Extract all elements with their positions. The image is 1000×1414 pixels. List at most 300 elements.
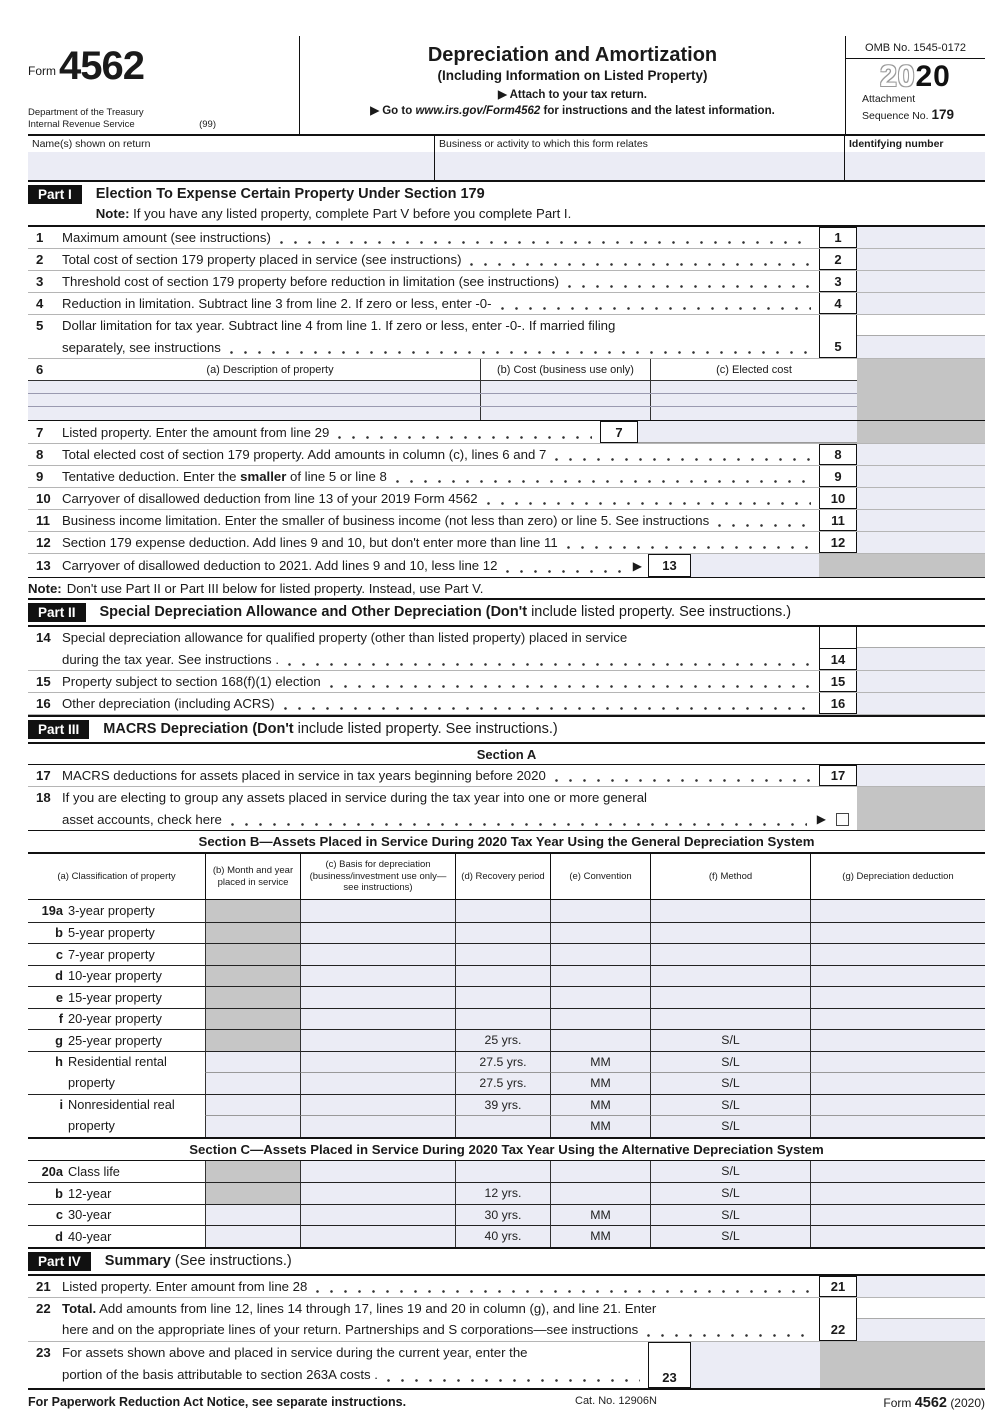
form-footer [28,1388,985,1411]
row-19e-recovery-field[interactable] [455,986,550,1008]
row-20d-label: 40-year [68,1228,112,1244]
row-19c-label: 7-year property [68,946,155,962]
line-13-row [28,554,985,577]
identifying-label: Identifying number [849,138,944,150]
line-6-col-b-header: (b) Cost (business use only) [480,359,650,380]
line-4-box: 4 [819,293,857,314]
line-10-row [28,488,985,510]
part2-title-bold: Special Depreciation Allowance and Other Depreciation (Don't [99,604,528,620]
line-6-description-field[interactable] [28,381,480,393]
row-19b-basis-field[interactable] [300,922,455,944]
line-22-field-filler [857,1298,985,1319]
row-20d-deduction-field[interactable] [810,1225,985,1247]
line-8-row [28,444,985,466]
line-5-right-column [819,315,985,358]
part2-badge: Part II [28,603,86,622]
row-19h2-label: property [68,1075,115,1091]
line-5-label-2: separately, see instructions [62,339,221,355]
line-22-label-2: here and on the appropriate lines of your return. Partnerships and S corporations—see instructions [62,1322,639,1338]
row-19i-convention-field: MM [550,1094,650,1116]
row-19i-number: i [59,1097,63,1113]
line-6-shaded-area [857,359,985,420]
form-number: 4562 [59,44,144,88]
gds-row-19i [28,1094,985,1116]
name-label: Name(s) shown on return [32,138,151,150]
line-7-row [28,421,985,444]
dotted-leader [315,1289,811,1294]
dotted-leader [230,822,807,827]
line-21-number: 21 [36,1278,51,1294]
department-block [28,107,228,131]
line-14-row [28,627,985,671]
line-2-amount-field[interactable] [857,249,985,270]
row-19d-basis-field[interactable] [300,965,455,987]
part1-note [96,205,571,222]
line-14-label-1: Special depreciation allowance for qualified property (other than listed property) placed in service [62,630,628,646]
line-14-amount-field[interactable] [857,648,985,670]
row-20b-method-field: S/L [650,1182,810,1204]
line-6-col-c-header: (c) Elected cost [650,359,857,380]
row-19i2-label: property [68,1118,115,1134]
col-header-month-year: (b) Month and year placed in service [205,854,300,899]
line-9-box: 9 [819,466,857,487]
form-subtitle: (Including Information on Listed Property) [437,68,708,83]
row-20c-month-field[interactable] [205,1204,300,1226]
gds-row-19f [28,1008,985,1030]
row-19f-month-field [205,1008,300,1030]
row-19i2-deduction-field[interactable] [810,1115,985,1137]
row-19b-label: 5-year property [68,925,155,941]
part2-title [100,603,792,622]
form-header [28,36,985,136]
line-16-row [28,693,985,715]
line-1-label: Maximum amount (see instructions) [62,230,271,245]
line-6-cost-field[interactable] [480,407,650,420]
name-input[interactable] [28,152,434,180]
line-17-box: 17 [819,765,857,786]
part4-title-bold: Summary [104,1252,171,1269]
line-6-cost-field[interactable] [480,381,650,393]
line-14-field-filler [857,627,985,648]
row-19h2-month-field[interactable] [205,1072,300,1094]
row-19h2-recovery-field: 27.5 yrs. [455,1072,550,1094]
part3-title-bold: MACRS Depreciation (Don't [103,721,294,737]
gds-row-19d [28,965,985,987]
row-20a-label: Class life [68,1163,120,1179]
row-19h-month-field[interactable] [205,1051,300,1073]
col-header-convention: (e) Convention [550,854,650,899]
line-21-label: Listed property. Enter amount from line 28 [62,1278,308,1294]
form-sheet [28,36,985,1411]
irs-99: (99) [199,119,216,131]
gds-row-19a [28,900,985,922]
line-23-label-2: portion of the basis attributable to section 263A costs . [62,1367,378,1382]
part4-title [105,1252,292,1271]
form-number-block [28,44,299,88]
line-18-label-2: asset accounts, check here [62,811,222,827]
line-15-number: 15 [36,674,51,689]
gds-row-19g [28,1029,985,1051]
line-7-shaded-area [857,421,985,443]
row-19h2-method-field: S/L [650,1072,810,1094]
row-19a-month-field [205,900,300,922]
line-2-number: 2 [36,252,44,267]
row-20c-deduction-field[interactable] [810,1204,985,1226]
row-19c-deduction-field[interactable] [810,943,985,965]
part2-title-rest: include listed property. See instructions.) [527,604,792,620]
row-19e-convention-field[interactable] [550,986,650,1008]
row-19a-label: 3-year property [68,903,155,919]
row-19h-convention-field: MM [550,1051,650,1073]
row-20d-convention-field: MM [550,1225,650,1247]
row-19h2-basis-field[interactable] [300,1072,455,1094]
part1-title-block [96,185,571,222]
row-19h-method-field: S/L [650,1051,810,1073]
row-19i2-basis-field[interactable] [300,1115,455,1137]
footer-form-id [825,1395,985,1411]
dotted-leader [500,306,811,311]
row-20c-basis-field[interactable] [300,1204,455,1226]
line-16-box: 16 [819,693,857,714]
row-19b-deduction-field[interactable] [810,922,985,944]
identifying-input[interactable] [845,152,985,180]
line-5-label-1: Dollar limitation for tax year. Subtract line 4 from line 1. If zero or less, enter -0-. If married filing [62,318,616,334]
right-arrow-icon: ▶ [816,812,826,827]
line-5-box: 5 [819,336,857,358]
line-15-amount-field[interactable] [857,671,985,692]
row-19g-convention-field[interactable] [550,1029,650,1051]
row-19e-deduction-field[interactable] [810,986,985,1008]
line-4-amount-field[interactable] [857,293,985,314]
line-7-amount-field[interactable] [638,421,857,443]
part3-badge: Part III [28,720,89,739]
dotted-leader [567,284,811,289]
line-6-entry-row [28,407,857,420]
row-20b-recovery-field: 12 yrs. [455,1182,550,1204]
row-19h2-deduction-field[interactable] [810,1072,985,1094]
row-20c-convention-field: MM [550,1204,650,1226]
part1-note-rest: If you have any listed property, complete Part V before you complete Part I. [129,205,572,221]
row-19f-method-field[interactable] [650,1008,810,1030]
row-19f-convention-field[interactable] [550,1008,650,1030]
sequence-number: 179 [931,107,955,123]
line-23-box: 23 [648,1342,691,1388]
row-19b-recovery-field[interactable] [455,922,550,944]
goto-pre: ▶ Go to [370,105,416,117]
dotted-leader [287,662,811,667]
line-11-amount-field[interactable] [857,510,985,531]
part3-title [103,720,557,739]
business-cell [435,136,845,180]
part1-note-bold: Note: [95,205,130,221]
line-6-elected-cost-field[interactable] [650,381,857,393]
line-6-description-field[interactable] [28,394,480,406]
line-6-cost-field[interactable] [480,394,650,406]
part4-title-rest: (See instructions.) [170,1252,292,1269]
catalog-number: Cat. No. 12906N [575,1394,657,1407]
line-6-col-a-header: (a) Description of property [206,363,334,376]
row-19e-basis-field[interactable] [300,986,455,1008]
line-5-amount-field[interactable] [857,336,985,358]
line-8-label: Total elected cost of section 179 property. Add amounts in column (c), lines 6 and 7 [62,447,547,462]
line-3-amount-field[interactable] [857,271,985,292]
line-14-number: 14 [36,630,51,646]
line-6-description-field[interactable] [28,407,480,420]
tax-year [846,59,985,93]
row-19g-label: 25-year property [68,1032,162,1048]
row-19f-deduction-field[interactable] [810,1008,985,1030]
department-line1: Department of the Treasury [28,107,144,119]
line-22-label-l1: Add amounts from line 12, lines 14 through 17, lines 19 and 20 in column (g), and line 21. Enter [96,1300,657,1316]
line-4-row [28,293,985,315]
row-19b-number: b [55,925,63,941]
gds-row-19i2 [28,1115,985,1137]
line-6-entry-row [28,394,857,407]
line-23-row [28,1342,985,1388]
line-22-row [28,1298,985,1342]
row-20a-recovery-field[interactable] [455,1161,550,1183]
line-9-amount-field[interactable] [857,466,985,487]
dotted-leader [469,262,811,267]
line-21-row [28,1276,985,1298]
line-3-label: Threshold cost of section 179 property before reduction in limitation (see instructions) [62,274,559,289]
row-19c-method-field[interactable] [650,943,810,965]
line-9-label-post: of line 5 or line 8 [286,469,387,484]
row-19i2-recovery-field[interactable] [455,1115,550,1137]
row-20b-deduction-field[interactable] [810,1182,985,1204]
ads-row-20c [28,1204,985,1226]
footer-form-word: Form [883,1395,912,1410]
row-20b-number: b [55,1185,63,1201]
row-19g-deduction-field[interactable] [810,1029,985,1051]
row-20a-month-field [205,1161,300,1183]
line-9-label-bold: smaller [240,469,287,484]
gds-row-19h [28,1051,985,1073]
line-1-amount-field[interactable] [857,227,985,248]
line-13-label: Carryover of disallowed deduction to 2021. Add lines 9 and 10, less line 12 [62,558,498,573]
line-22-box: 22 [819,1319,857,1341]
row-19d-convention-field[interactable] [550,965,650,987]
line-22-right-column [819,1298,985,1341]
line-21-box: 21 [819,1276,857,1297]
goto-url: www.irs.gov/Form4562 [415,105,541,117]
line-9-label-pre: Tentative deduction. Enter the [62,469,241,484]
attach-instruction: ▶ Attach to your tax return. [498,89,647,101]
row-19a-convention-field[interactable] [550,900,650,922]
line-12-row [28,532,985,554]
line-2-label: Total cost of section 179 property placed in service (see instructions) [62,252,462,267]
sequence-line [862,106,985,124]
line-5-number: 5 [36,318,44,334]
row-19b-convention-field[interactable] [550,922,650,944]
department-line2 [28,119,216,131]
line-11-label: Business income limitation. Enter the smaller of business income (not less than zero) or line 5. See instructions [62,513,710,528]
row-19e-label: 15-year property [68,989,162,1005]
line-22-amount-field[interactable] [857,1319,985,1341]
row-20d-recovery-field: 40 yrs. [455,1225,550,1247]
ads-row-20a [28,1161,985,1183]
row-19c-recovery-field[interactable] [455,943,550,965]
line-12-box: 12 [819,532,857,553]
line-17-number: 17 [36,768,51,783]
line-8-amount-field[interactable] [857,444,985,465]
part1-bottom-note [28,577,985,598]
dotted-leader [329,684,811,689]
row-20b-convention-field[interactable] [550,1182,650,1204]
line-21-amount-field[interactable] [857,1276,985,1297]
row-20c-label: 30-year [68,1207,112,1223]
row-19f-number: f [58,1011,63,1027]
row-19c-convention-field[interactable] [550,943,650,965]
form-header-right [845,36,985,134]
row-19e-method-field[interactable] [650,986,810,1008]
row-19c-month-field [205,943,300,965]
line-12-amount-field[interactable] [857,532,985,553]
line-13-number: 13 [36,558,51,573]
line-9-label [62,469,387,484]
dotted-leader [395,479,811,484]
line-18-shaded-area [857,787,985,830]
name-cell [28,136,435,180]
footer-form-year: (2020) [950,1395,985,1410]
line-10-label: Carryover of disallowed deduction from line 13 of your 2019 Form 4562 [62,491,478,506]
row-19a-number: 19a [41,903,63,919]
line-3-box: 3 [819,271,857,292]
line-17-label: MACRS deductions for assets placed in service in tax years beginning before 2020 [62,768,546,783]
dotted-leader [283,706,811,711]
right-arrow-icon: ▶ [632,558,642,573]
year-outline: 20 [880,60,916,93]
row-19d-recovery-field[interactable] [455,965,550,987]
line-2-box: 2 [819,249,857,270]
line-6-table [28,359,985,421]
row-19i2-month-field[interactable] [205,1115,300,1137]
sequence-label: Sequence No. [862,110,929,123]
line-18-checkbox[interactable] [836,813,849,826]
row-20d-month-field[interactable] [205,1225,300,1247]
row-19b-method-field[interactable] [650,922,810,944]
line-7-label: Listed property. Enter the amount from line 29 [62,424,330,440]
row-19h-basis-field[interactable] [300,1051,455,1073]
row-19i-month-field[interactable] [205,1094,300,1116]
part1-header [28,182,985,227]
line-4-label: Reduction in limitation. Subtract line 3 from line 2. If zero or less, enter -0- [62,296,492,311]
dotted-leader [229,350,811,355]
line-16-amount-field[interactable] [857,693,985,714]
row-20d-basis-field[interactable] [300,1225,455,1247]
row-19h-recovery-field: 27.5 yrs. [455,1051,550,1073]
row-20a-deduction-field[interactable] [810,1161,985,1183]
footer-form-number: 4562 [914,1394,947,1411]
business-input[interactable] [435,152,844,180]
row-19a-recovery-field[interactable] [455,900,550,922]
note-bold: Note: [28,580,62,596]
goto-post: for instructions and the latest information. [540,105,775,117]
row-19a-method-field[interactable] [650,900,810,922]
row-19g-month-field [205,1029,300,1051]
ads-table [28,1160,985,1247]
line-22-number: 22 [36,1300,51,1316]
col-header-method: (f) Method [650,854,810,899]
col-header-deduction: (g) Depreciation deduction [810,854,985,899]
row-19d-deduction-field[interactable] [810,965,985,987]
line-5-box-filler [819,315,857,336]
row-19a-basis-field[interactable] [300,900,455,922]
line-8-number: 8 [36,447,44,462]
attachment-label: Attachment [862,92,916,105]
row-19d-method-field[interactable] [650,965,810,987]
col-header-basis: (c) Basis for depreciation (business/investment use only—see instructions) [300,854,455,899]
line-3-number: 3 [36,274,44,289]
line-10-amount-field[interactable] [857,488,985,509]
line-2-row [28,249,985,271]
note-text: Don't use Part II or Part III below for listed property. Instead, use Part V. [66,580,484,596]
row-20b-basis-field[interactable] [300,1182,455,1204]
row-20a-method-field: S/L [650,1161,810,1183]
goto-instruction [300,103,845,117]
line-9-number: 9 [36,469,44,484]
line-23-amount-field[interactable] [691,1342,820,1388]
row-19a-deduction-field[interactable] [810,900,985,922]
line-11-box: 11 [819,510,857,531]
row-19f-recovery-field[interactable] [455,1008,550,1030]
part3-title-rest: include listed property. See instructions.) [293,721,558,737]
line-14-label-2: during the tax year. See instructions . [62,651,279,667]
row-19d-number: d [55,968,63,984]
line-13-box: 13 [648,554,691,577]
row-19h-number: h [55,1054,63,1070]
row-20a-convention-field[interactable] [550,1161,650,1183]
line-6-number: 6 [36,362,44,377]
gds-table [28,852,985,1139]
line-22-label-1 [62,1301,656,1316]
dotted-leader [717,523,811,528]
row-19i2-convention-field: MM [550,1115,650,1137]
year-solid: 20 [915,60,951,93]
row-19i-label: Nonresidential real [68,1097,175,1113]
row-19h-deduction-field[interactable] [810,1051,985,1073]
row-19i-deduction-field[interactable] [810,1094,985,1116]
line-6-elected-cost-field[interactable] [650,394,857,406]
row-20a-number: 20a [41,1163,63,1179]
dotted-leader [646,1333,811,1338]
row-19i-method-field: S/L [650,1094,810,1116]
row-19c-basis-field[interactable] [300,943,455,965]
row-20c-method-field: S/L [650,1204,810,1226]
form-header-center [300,36,845,134]
row-19e-month-field [205,986,300,1008]
line-17-amount-field[interactable] [857,765,985,786]
line-5-field-filler [857,315,985,336]
ads-row-20d [28,1225,985,1247]
line-13-amount-field[interactable] [691,554,819,577]
part4-header [28,1247,985,1276]
line-18-number: 18 [36,790,51,806]
line-16-number: 16 [36,696,51,711]
line-1-number: 1 [36,230,44,245]
row-19g-basis-field[interactable] [300,1029,455,1051]
line-1-box: 1 [819,227,857,248]
section-a-title: Section A [28,744,985,765]
row-19f-basis-field[interactable] [300,1008,455,1030]
line-6-elected-cost-field[interactable] [650,407,857,420]
row-19c-number: c [55,946,63,962]
row-20a-basis-field[interactable] [300,1161,455,1183]
row-20c-number: c [55,1207,63,1223]
gds-header-row [28,854,985,900]
row-20c-recovery-field: 30 yrs. [455,1204,550,1226]
row-19i-basis-field[interactable] [300,1094,455,1116]
